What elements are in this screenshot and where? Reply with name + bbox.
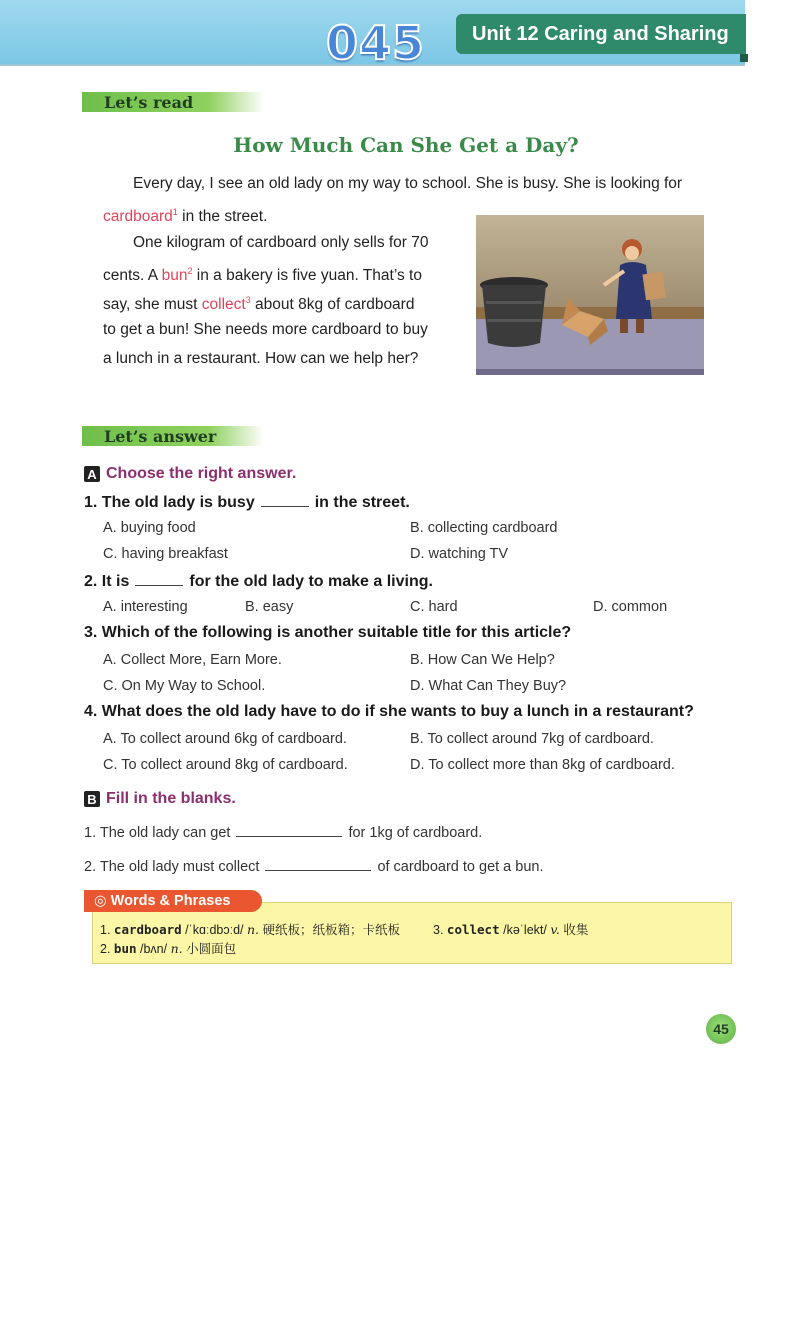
section-b-heading: B Fill in the blanks. [84, 790, 236, 808]
story-line: a lunch in a restaurant. How can we help her? [103, 350, 419, 367]
story-title: How Much Can She Get a Day? [233, 133, 579, 157]
option[interactable]: D. watching TV [410, 546, 509, 562]
answer-blank[interactable] [236, 822, 342, 837]
question-3: 3. Which of the following is another suitable title for this article? [84, 624, 572, 641]
option[interactable]: A. To collect around 6kg of cardboard. [103, 731, 347, 747]
page-number: 45 [706, 1014, 736, 1044]
story-line: to get a bun! She needs more cardboard to buy [103, 321, 428, 338]
glossed-word: cardboard [103, 208, 173, 226]
story-line: Every day, I see an old lady on my way to school. She is busy. She is looking for [133, 175, 683, 192]
question-2: 2. It is for the old lady to make a living. [84, 573, 433, 590]
option[interactable]: A. buying food [103, 520, 196, 536]
option[interactable]: C. having breakfast [103, 546, 228, 562]
section-letter-icon: A [84, 466, 100, 482]
lets-answer-tag: Let’s answer [82, 426, 264, 446]
option[interactable]: A. interesting [103, 599, 188, 615]
option[interactable]: B. easy [245, 599, 294, 615]
answer-blank[interactable] [265, 856, 371, 871]
lesson-number: 045 [326, 16, 426, 70]
glossed-word: collect [201, 296, 246, 314]
old-lady-illustration [476, 215, 704, 375]
section-letter-icon: B [84, 791, 100, 807]
unit-title: Unit 12 Caring and Sharing [456, 14, 746, 54]
story-line: say, she must collect$^3$ about 8kg of cardboard [103, 295, 415, 314]
story-line: cents. A bun$^2$ in a bakery is five yuan. That’s to [103, 266, 422, 285]
words-phrases-tab: ◎ Words & Phrases [84, 890, 262, 912]
vocab-entry: 3. collect /kəˈlekt/ v. 收集 [433, 922, 589, 937]
fill-blank-1: 1. The old lady can get for 1kg of cardboard. [84, 822, 482, 841]
option[interactable]: C. hard [410, 599, 458, 615]
story-line: cardboard$^1$ in the street. [103, 207, 268, 226]
option[interactable]: B. To collect around 7kg of cardboard. [410, 731, 654, 747]
option[interactable]: C. On My Way to School. [103, 678, 266, 694]
question-4: 4. What does the old lady have to do if she wants to buy a lunch in a restaurant? [84, 703, 694, 720]
option[interactable]: B. How Can We Help? [410, 652, 555, 668]
vocab-entry: 1. cardboard /ˈkɑːdbɔːd/ n. 硬纸板；纸板箱；卡纸板 [100, 922, 401, 937]
option[interactable]: A. Collect More, Earn More. [103, 652, 282, 668]
story-line: One kilogram of cardboard only sells for 70 [133, 234, 429, 251]
answer-blank[interactable] [135, 571, 183, 586]
vocab-entry: 2. bun /bʌn/ n. 小圆面包 [100, 941, 237, 956]
question-1: 1. The old lady is busy in the street. [84, 494, 410, 511]
fill-blank-2: 2. The old lady must collect of cardboard to get a bun. [84, 856, 544, 875]
option[interactable]: D. To collect more than 8kg of cardboard. [410, 757, 675, 773]
lets-read-tag: Let’s read [82, 92, 264, 112]
option[interactable]: D. common [593, 599, 668, 615]
option[interactable]: B. collecting cardboard [410, 520, 558, 536]
section-a-heading: A Choose the right answer. [84, 465, 296, 483]
option[interactable]: D. What Can They Buy? [410, 678, 567, 694]
glossed-word: bun [161, 267, 188, 285]
answer-blank[interactable] [261, 492, 309, 507]
option[interactable]: C. To collect around 8kg of cardboard. [103, 757, 348, 773]
